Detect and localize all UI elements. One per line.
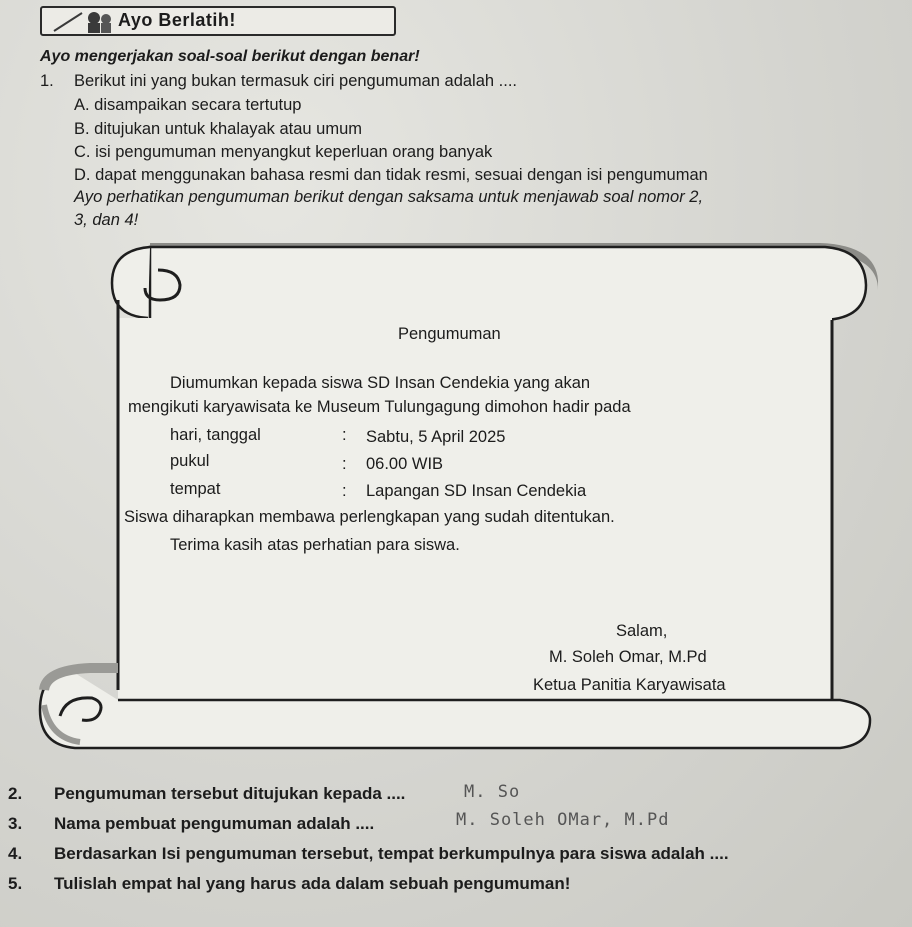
q1-option-d: D. dapat menggunakan bahasa resmi dan tidak resmi, sesuai dengan isi pengumuman [74, 166, 708, 184]
detail-label-place: tempat [170, 480, 221, 498]
announcement-thanks: Terima kasih atas perhatian para siswa. [170, 536, 460, 554]
announcement-closing: Salam, [616, 622, 668, 640]
announcement-title: Pengumuman [398, 325, 501, 343]
q3-number: 3. [8, 814, 23, 833]
detail-value-time: 06.00 WIB [366, 455, 444, 473]
detail-value-place: Lapangan SD Insan Cendekia [366, 482, 587, 500]
detail-sep-place: : [342, 482, 347, 500]
q2-number: 2. [8, 784, 23, 803]
announcement-note: Siswa diharapkan membawa perlengkapan yang sudah ditentukan. [124, 508, 615, 526]
q4-number: 4. [8, 844, 23, 863]
q1-text: Berikut ini yang bukan termasuk ciri pengumuman adalah .... [74, 72, 517, 90]
instruction: Ayo mengerjakan soal-soal berikut dengan benar! [40, 48, 420, 65]
q1-option-b: B. ditujukan untuk khalayak atau umum [74, 120, 363, 138]
q2-text: Pengumuman tersebut ditujukan kepada .... [54, 784, 406, 803]
q3-handwritten-answer: M. Soleh OMar, M.Pd [456, 810, 670, 830]
detail-label-time: pukul [170, 452, 210, 470]
detail-sep-time: : [342, 455, 347, 473]
q5-number: 5. [8, 874, 23, 893]
q1-number: 1. [40, 72, 54, 90]
q1-option-a: A. disampaikan secara tertutup [74, 96, 302, 114]
q1-option-c: C. isi pengumuman menyangkut keperluan orang banyak [74, 143, 493, 161]
detail-sep-date: : [342, 426, 347, 444]
detail-value-date: Sabtu, 5 April 2025 [366, 428, 506, 446]
q5-text: Tulislah empat hal yang harus ada dalam sebuah pengumuman! [54, 874, 571, 893]
q4-text: Berdasarkan Isi pengumuman tersebut, tempat berkumpulnya para siswa adalah .... [54, 844, 729, 863]
section-title: Ayo Berlatih! [118, 10, 236, 30]
announcement-signer: M. Soleh Omar, M.Pd [549, 648, 707, 666]
announcement-signer-role: Ketua Panitia Karyawisata [533, 676, 726, 694]
reading-instruction-line2: 3, dan 4! [74, 211, 139, 229]
announcement-intro-line2: mengikuti karyawisata ke Museum Tulungagung dimohon hadir pada [128, 398, 631, 416]
q3-text: Nama pembuat pengumuman adalah .... [54, 814, 375, 833]
detail-label-date: hari, tanggal [170, 426, 261, 444]
q2-handwritten-answer: M. So [464, 782, 521, 802]
reading-instruction-line1: Ayo perhatikan pengumuman berikut dengan saksama untuk menjawab soal nomor 2, [74, 188, 704, 206]
announcement-intro-line1: Diumumkan kepada siswa SD Insan Cendekia yang akan [170, 374, 591, 392]
